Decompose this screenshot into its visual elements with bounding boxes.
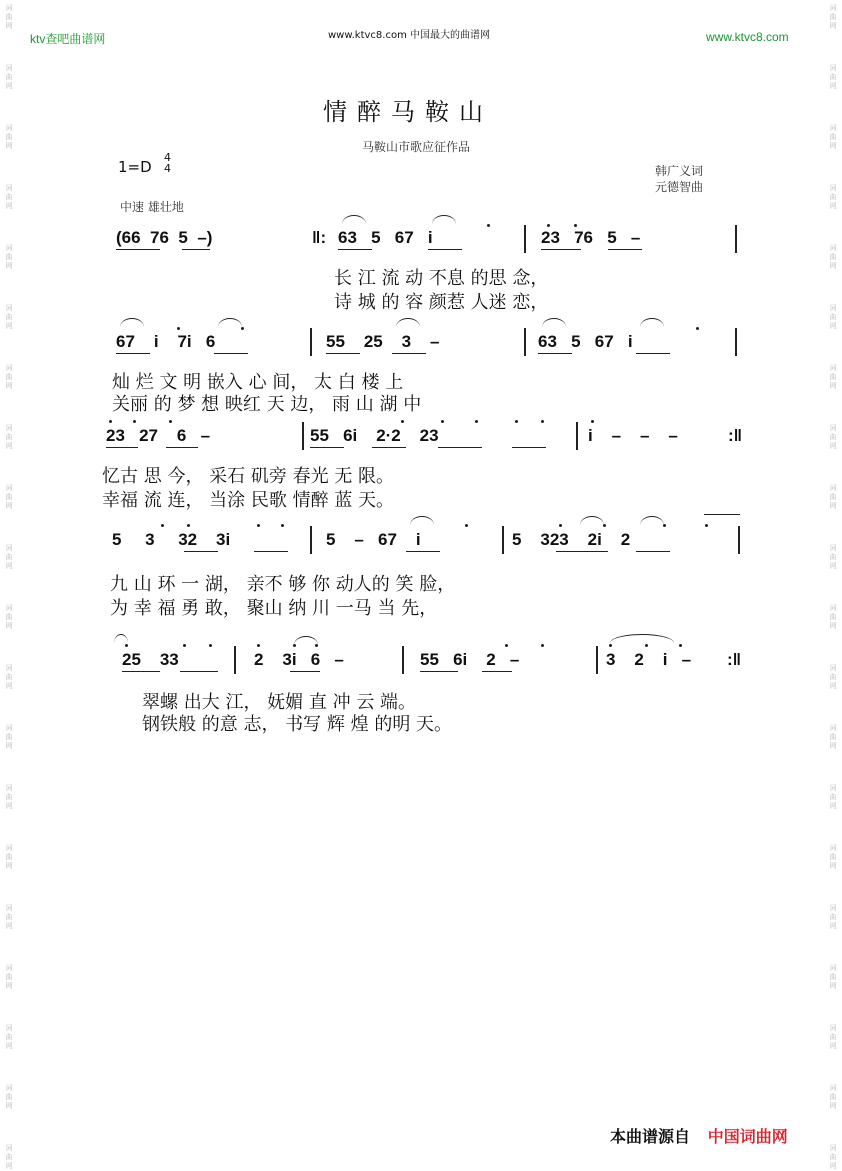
row5-lyrics-verse1: 翠螺 出大 江， 妩媚 直 冲 云 端。 (142, 692, 417, 713)
watermark-text: 词 曲 网 (829, 664, 837, 690)
watermark-text: 词 曲 网 (829, 1084, 837, 1110)
watermark-text: 词 曲 网 (829, 364, 837, 390)
barline (302, 422, 304, 450)
watermark-text: 词 曲 网 (829, 184, 837, 210)
row4-notes-m3: 5 323 2i 2 (512, 530, 631, 549)
barline (524, 225, 526, 253)
row3-notes-m3: i – – – (588, 426, 678, 445)
footer-source-label: 本曲谱源自 (610, 1129, 691, 1146)
row3-notes-m2: 55 6i 2·2 23 (310, 426, 439, 445)
watermark-text: 词 曲 网 (5, 604, 13, 630)
repeat-end: :‖ (727, 650, 742, 669)
row4-notes-m2: 5 – 67 i (326, 530, 421, 549)
watermark-text: 词 曲 网 (5, 544, 13, 570)
row4-lyrics-verse1: 九 山 环 一 湖， 亲不 够 你 动人的 笑 脸， (110, 574, 456, 595)
barline (738, 526, 740, 554)
footer-source-link[interactable]: 中国词曲网 (707, 1129, 788, 1146)
barline (524, 328, 526, 356)
watermark-text: 词 曲 网 (5, 664, 13, 690)
row1-notes-m3: 23 76 5 – (541, 228, 641, 247)
watermark-text: 词 曲 网 (829, 64, 837, 90)
row2-lyrics-verse2: 关丽 的 梦 想 映红 天 边， 雨 山 湖 中 (112, 394, 422, 415)
row2-notes-m2: 55 25 3 – (326, 332, 440, 351)
watermark-text: 词 曲 网 (5, 784, 13, 810)
header-center-text: www.ktvc8.com 中国最大的曲谱网 (328, 30, 491, 41)
row5-lyrics-verse2: 钢铁般 的意 志， 书写 辉 煌 的明 天。 (142, 714, 453, 735)
lyricist: 韩广义词 (655, 164, 704, 178)
tempo-marking: 中速 雄壮地 (120, 200, 184, 214)
watermark-text: 词 曲 网 (5, 244, 13, 270)
row1-notes-intro: (66 76 5 –) (116, 228, 213, 247)
watermark-text: 词 曲 网 (829, 484, 837, 510)
watermark-text: 词 曲 网 (5, 364, 13, 390)
watermark-text: 词 曲 网 (829, 604, 837, 630)
barline (234, 646, 236, 674)
composer: 元德智曲 (655, 180, 704, 194)
watermark-text: 词 曲 网 (5, 424, 13, 450)
watermark-text: 词 曲 网 (829, 724, 837, 750)
watermark-text: 词 曲 网 (5, 4, 13, 30)
repeat-end: :‖ (728, 426, 743, 445)
right-watermark-strip (826, 0, 840, 1171)
row1-notes-m2: 63 5 67 i (338, 228, 433, 247)
row3-lyrics-verse1: 忆古 思 今， 采石 矶旁 春光 无 限。 (102, 466, 395, 487)
watermark-text: 词 曲 网 (5, 1024, 13, 1050)
barline (735, 328, 737, 356)
watermark-text: 词 曲 网 (5, 1144, 13, 1170)
watermark-text: 词 曲 网 (5, 1084, 13, 1110)
watermark-text: 词 曲 网 (5, 844, 13, 870)
watermark-text: 词 曲 网 (829, 844, 837, 870)
watermark-text: 词 曲 网 (829, 304, 837, 330)
header-left-link[interactable]: ktv查吧曲谱网 (30, 32, 106, 46)
row5-notes-m3: 55 6i 2 – (420, 650, 520, 669)
row5-notes-m2: 2 3i 6 – (254, 650, 344, 669)
key-signature: 1=D (118, 158, 152, 176)
row2-lyrics-verse1: 灿 烂 文 明 嵌入 心 间， 太 白 楼 上 (112, 372, 404, 393)
time-signature: 4 4 (164, 151, 171, 175)
watermark-text: 词 曲 网 (829, 904, 837, 930)
barline (402, 646, 404, 674)
watermark-text: 词 曲 网 (829, 244, 837, 270)
row3-lyrics-verse2: 幸福 流 连， 当涂 民歌 情醉 蓝 天。 (102, 490, 395, 511)
watermark-text: 词 曲 网 (5, 64, 13, 90)
watermark-text: 词 曲 网 (5, 904, 13, 930)
row1-lyrics-verse2: 诗 城 的 容 颜惹 人迷 恋， (334, 292, 549, 313)
watermark-text: 词 曲 网 (829, 4, 837, 30)
left-watermark-strip (2, 0, 16, 1171)
row1-lyrics-verse1: 长 江 流 动 不息 的思 念， (334, 268, 549, 289)
row4-notes-m1: 5 3 32 3i (112, 530, 231, 549)
footer-source (610, 1124, 788, 1147)
watermark-text: 词 曲 网 (5, 964, 13, 990)
watermark-text: 词 曲 网 (829, 1024, 837, 1050)
header-right-link[interactable]: www.ktvc8.com (706, 30, 789, 44)
row2-notes-m3: 63 5 67 i (538, 332, 633, 351)
row3-notes-m1: 23 27 6 – (106, 426, 211, 445)
watermark-text: 词 曲 网 (829, 964, 837, 990)
watermark-text: 词 曲 网 (829, 424, 837, 450)
watermark-text: 词 曲 网 (5, 184, 13, 210)
row4-lyrics-verse2: 为 幸 福 勇 敢， 聚山 纳 川 一马 当 先， (110, 598, 438, 619)
row5-notes-m4: 3 2 i – (606, 650, 692, 669)
watermark-text: 词 曲 网 (5, 304, 13, 330)
barline (576, 422, 578, 450)
barline (735, 225, 737, 253)
row5-notes-m1: 25 33 (122, 650, 179, 669)
watermark-text: 词 曲 网 (829, 124, 837, 150)
barline (310, 328, 312, 356)
watermark-text: 词 曲 网 (5, 484, 13, 510)
barline (596, 646, 598, 674)
song-title: 情醉马鞍山 (323, 98, 493, 126)
row1-repeat-start: ‖: (312, 228, 327, 247)
song-subtitle: 马鞍山市歌应征作品 (362, 140, 471, 154)
watermark-text: 词 曲 网 (829, 784, 837, 810)
watermark-text: 词 曲 网 (829, 544, 837, 570)
row2-notes-m1: 67 i 7i 6 (116, 332, 216, 351)
barline (502, 526, 504, 554)
barline (310, 526, 312, 554)
watermark-text: 词 曲 网 (5, 124, 13, 150)
watermark-text: 词 曲 网 (5, 724, 13, 750)
watermark-text: 词 曲 网 (829, 1144, 837, 1170)
